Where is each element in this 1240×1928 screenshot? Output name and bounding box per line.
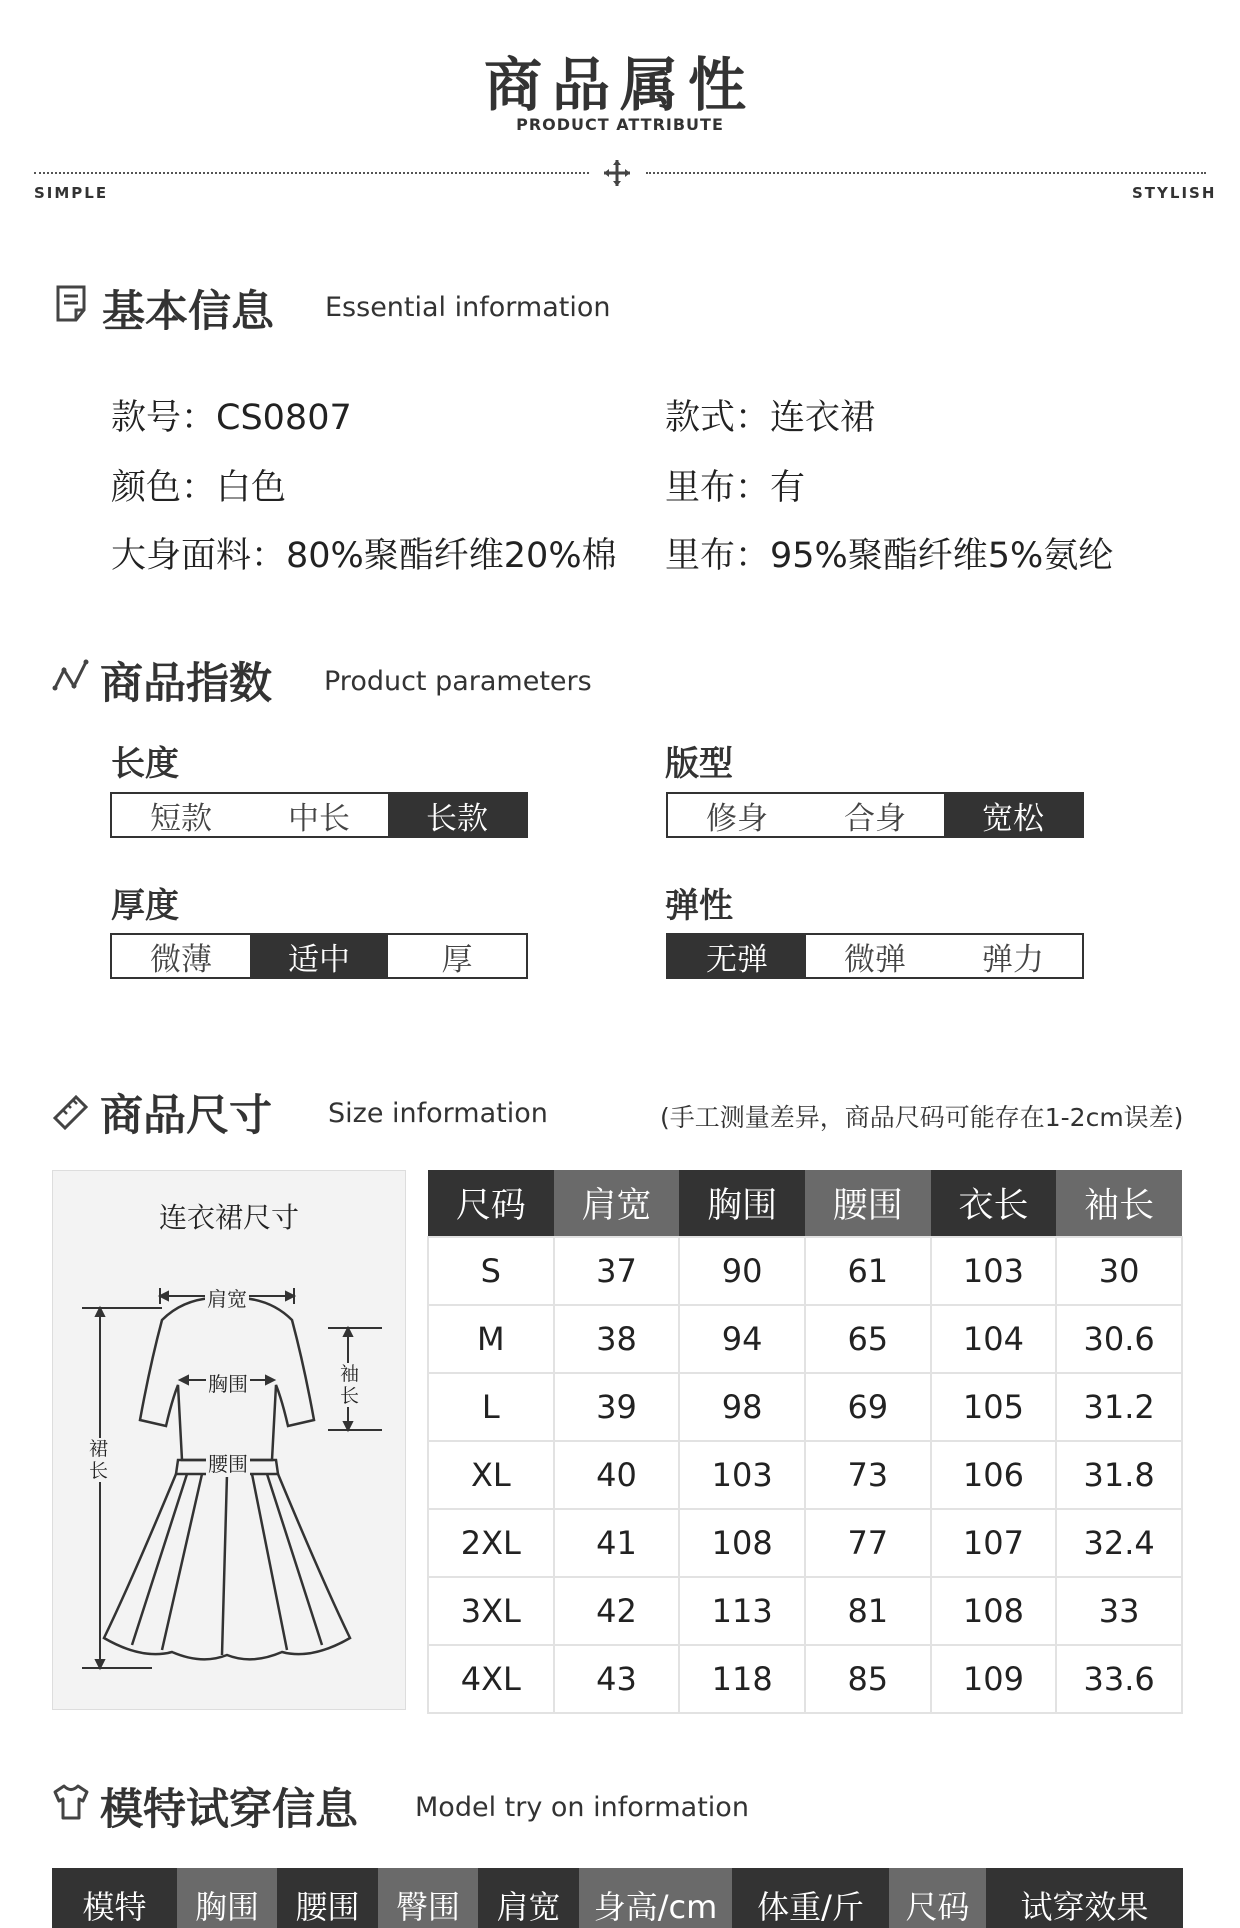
model-col-weight: 体重/斤 xyxy=(732,1868,889,1928)
table-cell: 33.6 xyxy=(1056,1645,1182,1713)
size-col-waist: 腰围 xyxy=(805,1170,931,1237)
table-row xyxy=(428,1373,1182,1441)
table-cell: 105 xyxy=(931,1373,1057,1441)
label-waist: 腰围 xyxy=(206,1448,250,1477)
color-info: 颜色：白色 xyxy=(111,468,287,508)
params-title: 商品指数 xyxy=(100,659,272,709)
thickness-option-moderate: 适中 xyxy=(250,935,388,977)
table-cell: 98 xyxy=(679,1373,805,1441)
table-cell: 103 xyxy=(679,1441,805,1509)
fit-option-loose: 宽松 xyxy=(944,794,1082,836)
table-cell: 30 xyxy=(1056,1237,1182,1305)
label-sleeve: 袖长 xyxy=(340,1363,362,1407)
model-col-shoulder: 肩宽 xyxy=(478,1868,579,1928)
table-cell: 108 xyxy=(931,1577,1057,1645)
table-cell: 37 xyxy=(554,1237,680,1305)
table-cell: 108 xyxy=(679,1509,805,1577)
model-table-header xyxy=(52,1868,1183,1928)
style-type: 款式：连衣裙 xyxy=(665,398,876,438)
move-cross-icon xyxy=(602,158,632,188)
table-cell: 41 xyxy=(554,1509,680,1577)
table-row xyxy=(428,1645,1182,1713)
table-cell: 2XL xyxy=(428,1509,554,1577)
table-cell: L xyxy=(428,1373,554,1441)
size-col-size: 尺码 xyxy=(428,1170,554,1237)
elasticity-option-slight: 微弹 xyxy=(844,941,906,978)
model-col-waist: 腰围 xyxy=(277,1868,378,1928)
fit-option-regular: 合身 xyxy=(844,800,906,837)
label-chest: 胸围 xyxy=(206,1368,250,1397)
table-cell: 104 xyxy=(931,1305,1057,1373)
table-cell: 30.6 xyxy=(1056,1305,1182,1373)
tshirt-icon xyxy=(52,1782,90,1822)
table-cell: 118 xyxy=(679,1645,805,1713)
page-title: 商品属性 xyxy=(483,51,756,119)
length-scale xyxy=(110,792,528,838)
table-cell: M xyxy=(428,1305,554,1373)
label-shoulder: 肩宽 xyxy=(205,1283,249,1312)
table-cell: 94 xyxy=(679,1305,805,1373)
table-cell: XL xyxy=(428,1441,554,1509)
table-cell: 32.4 xyxy=(1056,1509,1182,1577)
table-cell: 65 xyxy=(805,1305,931,1373)
table-cell: 61 xyxy=(805,1237,931,1305)
size-note: (手工测量差异，商品尺码可能存在1-2cm误差) xyxy=(660,1103,1184,1132)
size-col-shoulder: 肩宽 xyxy=(554,1170,680,1237)
simple-label: SIMPLE xyxy=(34,184,109,202)
table-row xyxy=(428,1577,1182,1645)
fit-option-slim: 修身 xyxy=(706,800,768,837)
param-label-elasticity: 弹性 xyxy=(665,886,733,926)
table-cell: 103 xyxy=(931,1237,1057,1305)
divider-left xyxy=(34,172,589,174)
table-cell: 85 xyxy=(805,1645,931,1713)
page-subtitle: PRODUCT ATTRIBUTE xyxy=(516,115,724,134)
fabric-info: 大身面料：80%聚酯纤维20%棉 xyxy=(111,536,617,576)
size-table xyxy=(427,1170,1183,1714)
param-label-length: 长度 xyxy=(111,744,179,784)
stylish-label: STYLISH xyxy=(1132,184,1217,202)
size-title: 商品尺寸 xyxy=(100,1091,272,1141)
table-cell: 73 xyxy=(805,1441,931,1509)
length-option-long: 长款 xyxy=(388,794,526,836)
table-cell: 39 xyxy=(554,1373,680,1441)
params-subtitle: Product parameters xyxy=(324,666,592,697)
table-cell: S xyxy=(428,1237,554,1305)
lining-info: 里布：有 xyxy=(665,468,806,508)
basic-info-title: 基本信息 xyxy=(102,287,274,337)
thickness-option-thin: 微薄 xyxy=(150,941,212,978)
model-col-model: 模特 xyxy=(52,1868,177,1928)
basic-info-subtitle: Essential information xyxy=(325,292,611,323)
table-cell: 107 xyxy=(931,1509,1057,1577)
length-option-medium: 中长 xyxy=(288,800,350,837)
model-col-effect: 试穿效果 xyxy=(986,1868,1183,1928)
elasticity-option-stretch: 弹力 xyxy=(982,941,1044,978)
model-col-chest: 胸围 xyxy=(177,1868,277,1928)
style-number: 款号：CS0807 xyxy=(111,398,352,438)
table-cell: 43 xyxy=(554,1645,680,1713)
table-cell: 33 xyxy=(1056,1577,1182,1645)
table-row xyxy=(428,1441,1182,1509)
table-cell: 69 xyxy=(805,1373,931,1441)
ruler-icon xyxy=(52,1090,90,1130)
model-subtitle: Model try on information xyxy=(415,1792,749,1823)
table-cell: 31.2 xyxy=(1056,1373,1182,1441)
divider-right xyxy=(646,172,1206,174)
table-cell: 109 xyxy=(931,1645,1057,1713)
elasticity-scale xyxy=(666,933,1084,979)
dress-diagram-title: 连衣裙尺寸 xyxy=(158,1201,299,1234)
size-subtitle: Size information xyxy=(328,1098,548,1129)
size-col-length: 衣长 xyxy=(931,1170,1057,1237)
model-col-height: 身高/cm xyxy=(579,1868,732,1928)
table-cell: 81 xyxy=(805,1577,931,1645)
lining-fabric-info: 里布：95%聚酯纤维5%氨纶 xyxy=(665,536,1114,576)
size-col-sleeve: 袖长 xyxy=(1056,1170,1182,1237)
thickness-option-thick: 厚 xyxy=(441,941,473,978)
model-col-size: 尺码 xyxy=(889,1868,986,1928)
table-cell: 38 xyxy=(554,1305,680,1373)
table-row xyxy=(428,1509,1182,1577)
thickness-scale xyxy=(110,933,528,979)
table-cell: 77 xyxy=(805,1509,931,1577)
document-icon xyxy=(54,284,92,324)
model-table xyxy=(52,1868,1183,1928)
table-cell: 31.8 xyxy=(1056,1441,1182,1509)
table-row xyxy=(428,1305,1182,1373)
table-cell: 90 xyxy=(679,1237,805,1305)
length-option-short: 短款 xyxy=(150,800,212,837)
param-label-fit: 版型 xyxy=(665,744,733,784)
fit-scale xyxy=(666,792,1084,838)
size-col-chest: 胸围 xyxy=(679,1170,805,1237)
table-cell: 113 xyxy=(679,1577,805,1645)
table-cell: 3XL xyxy=(428,1577,554,1645)
table-cell: 4XL xyxy=(428,1645,554,1713)
param-label-thickness: 厚度 xyxy=(111,886,179,926)
table-cell: 42 xyxy=(554,1577,680,1645)
label-length: 裙长 xyxy=(89,1438,111,1482)
table-cell: 106 xyxy=(931,1441,1057,1509)
size-table-header xyxy=(428,1170,1182,1237)
table-row xyxy=(428,1237,1182,1305)
trend-line-icon xyxy=(52,656,90,696)
table-cell: 40 xyxy=(554,1441,680,1509)
model-col-hip: 臀围 xyxy=(378,1868,478,1928)
model-title: 模特试穿信息 xyxy=(100,1785,358,1835)
elasticity-option-none: 无弹 xyxy=(668,935,806,977)
